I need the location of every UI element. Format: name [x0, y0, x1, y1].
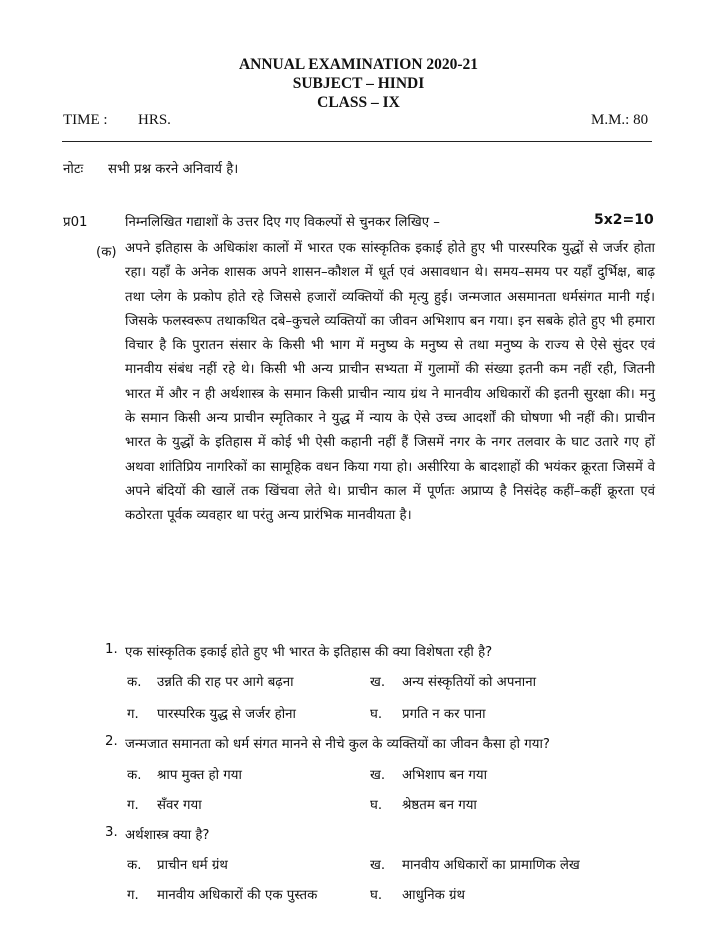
subquestion-text: जन्मजात समानता को धर्म संगत मानने से नीचे कुल के व्यक्तियों का जीवन कैसा हो गया? [125, 737, 550, 752]
option-key: घ. [370, 888, 383, 903]
option-text: श्रेष्ठतम बन गया [402, 798, 477, 813]
option-text: श्राप मुक्त हो गया [157, 768, 242, 783]
option-key: ग. [127, 798, 139, 813]
time-unit: HRS. [138, 112, 171, 128]
note-text: सभी प्रश्न करने अनिवार्य है। [108, 162, 239, 177]
option-key: क. [127, 768, 142, 783]
option-text: मानवीय अधिकारों की एक पुस्तक [157, 888, 318, 903]
question-marks: 5x2=10 [594, 212, 654, 228]
time-label: TIME : [63, 112, 108, 128]
option-key: ग. [127, 888, 139, 903]
option-key: घ. [370, 707, 383, 722]
option-text: मानवीय अधिकारों का प्रामाणिक लेख [402, 858, 580, 873]
option-key: ख. [370, 768, 386, 783]
option-text: पारस्परिक युद्ध से जर्जर होना [157, 707, 296, 722]
option-text: प्राचीन धर्म ग्रंथ [157, 858, 228, 873]
passage: अपने इतिहास के अधिकांश कालों में भारत एक सांस्कृतिक इकाई होते हुए भी पारस्परिक युद्धों से जर्जर होता रहा। यहाँ के अनेक शासक अपने शासन–कौशल में धूर्त एवं असावधान थे। समय–समय पर यहाँ दुर्भिक्ष, बाढ़ तथा प्लेग के प्रकोप होते रहे जिससे हजारों व्यक्तियों की मृत्यु हुई। जन्मजात असमानता धर्मसंगत मानी गई। जिसके फलस्वरूप तथाकथित दबे–कुचले व्यक्तियों का जीवन अभिशाप बन गया। इन सबके होते हुए भी हमारा विचार है कि पुरातन संसार के किसी भी भाग में मनुष्य के मनुष्य से तथा मनुष्य के राज्य से ऐसे सुंदर एवं मानवीय संबंध नहीं रहे थे। किसी भी अन्य प्राचीन सभ्यता में गुलामों की संख्या इतनी कम नहीं रही, जितनी भारत में और न ही अर्थशास्त्र के समान किसी प्राचीन न्याय ग्रंथ ने मानवीय अधिकारों की इतनी सुरक्षा की। मनु के समान किसी अन्य प्राचीन स्मृतिकार ने युद्ध में न्याय के ऐसे उच्च आदर्शों की घोषणा भी नहीं की। प्राचीन भारत के युद्धों के इतिहास में कोई भी ऐसी कहानी नहीं हैं जिसमें नगर के नगर तलवार के घाट उतारे गए हों अथवा शांतिप्रिय नागरिकों का सामूहिक वधन किया गया हो। असीरिया के बादशाहों की भयंकर क्रूरता जिसमें वे अपने बंदियों की खालें तक खिंचवा लेते थे। प्राचीन काल में पूर्णतः अप्राप्य है निसंदेह कहीं–कहीं क्रूरता एवं कठोरता पूर्वक व्यवहार था परंतु अन्य प्रारंभिक मानवीयता है। [125, 241, 655, 524]
option-text: अभिशाप बन गया [402, 768, 488, 783]
option-key: क. [127, 858, 142, 873]
subquestion-number: 3. [105, 825, 118, 840]
option-key: ख. [370, 858, 386, 873]
header-divider [62, 141, 652, 142]
option-key: ग. [127, 707, 139, 722]
max-marks: M.M.: 80 [591, 112, 649, 128]
subject-title: SUBJECT – HINDI [292, 75, 425, 92]
option-text: अन्य संस्कृतियों को अपनाना [402, 675, 537, 690]
option-key: क. [127, 675, 142, 690]
subquestion-number: 2. [105, 734, 118, 749]
option-text: उन्नति की राह पर आगे बढ़ना [157, 675, 294, 690]
subquestion-number: 1. [105, 642, 118, 657]
subquestion-text: अर्थशास्त्र क्या है? [125, 828, 210, 843]
option-key: ख. [370, 675, 386, 690]
note-label: नोटः [63, 162, 84, 177]
question-number: प्र01 [63, 215, 88, 230]
question-instruction: निम्नलिखित गद्याशों के उत्तर दिए गए विकल्पों से चुनकर लिखिए – [125, 215, 440, 230]
exam-title: ANNUAL EXAMINATION 2020-21 [238, 56, 479, 73]
option-text: प्रगति न कर पाना [402, 707, 486, 722]
subquestion-text: एक सांस्कृतिक इकाई होते हुए भी भारत के इतिहास की क्या विशेषता रही है? [125, 645, 493, 660]
option-text: सँवर गया [157, 798, 202, 813]
section-label: (क) [96, 245, 117, 260]
class-title: CLASS – IX [317, 94, 400, 111]
option-key: घ. [370, 798, 383, 813]
option-text: आधुनिक ग्रंथ [402, 888, 466, 903]
